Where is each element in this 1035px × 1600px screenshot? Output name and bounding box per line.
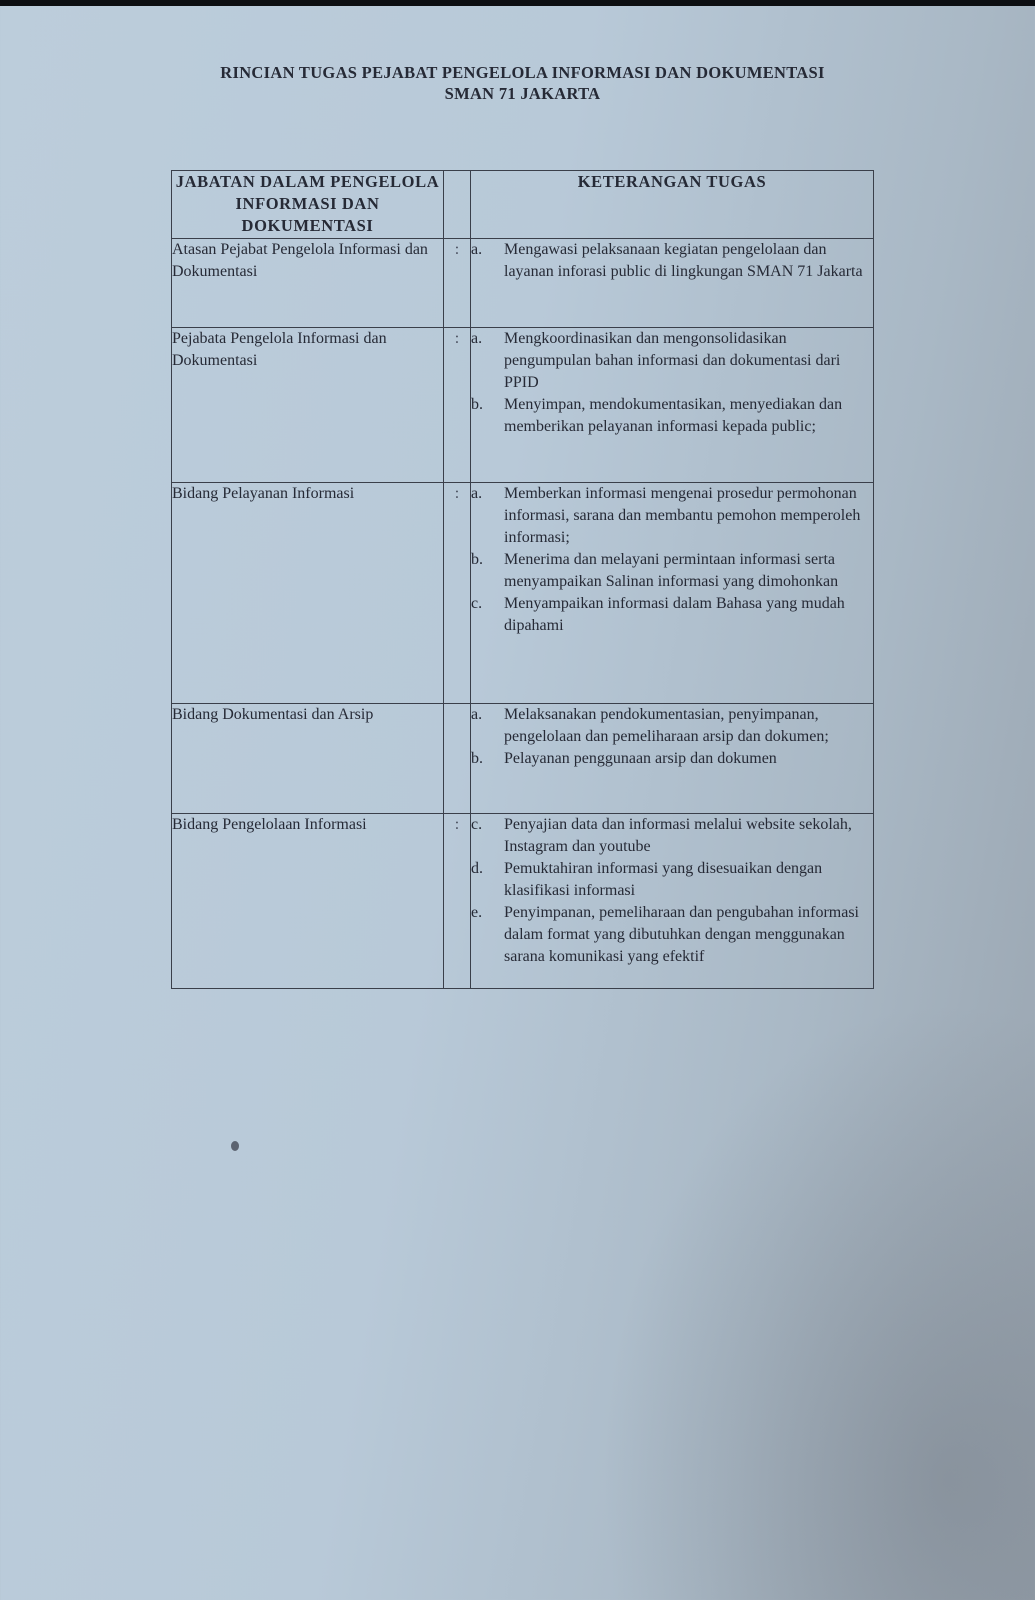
duty-marker: c. [471,816,483,833]
duty-text: Pelayanan penggunaan arsip dan dokumen [504,750,777,767]
separator-cell: : [444,483,471,704]
duty-text: Menerima dan melayani permintaan informasi serta menyampaikan Salinan informasi yang dimohonkan [504,551,839,590]
duties-cell [471,239,874,328]
duty-text: Menyampaikan informasi dalam Bahasa yang mudah dipahami [504,595,845,634]
duty-text: Melaksanakan pendokumentasian, penyimpanan, pengelolaan dan pemeliharaan arsip dan dokumen; [504,706,829,745]
photo-top-edge [0,0,1035,6]
title-line-1: RINCIAN TUGAS PEJABAT PENGELOLA INFORMASI DAN DOKUMENTASI [220,63,825,82]
separator-cell [444,704,471,814]
title-line-2: SMAN 71 JAKARTA [444,84,601,103]
table-row [172,483,874,704]
table-row [172,328,874,483]
position-cell: Bidang Dokumentasi dan Arsip [172,704,444,814]
duties-cell [471,328,874,483]
duty-marker: e. [471,904,483,921]
document-title [0,62,1035,104]
table-row [172,239,874,328]
duty-marker: a. [471,241,483,258]
photo-shadow [600,1000,1035,1600]
header-separator [444,171,471,239]
duty-item [471,394,873,438]
duty-marker: a. [471,330,483,347]
duty-item [471,239,873,283]
duty-item [471,858,873,902]
duty-marker: a. [471,485,483,502]
duty-text: Mengkoordinasikan dan mengonsolidasikan pengumpulan bahan informasi dan dokumentasi dari PPID [504,330,841,391]
duties-cell [471,704,874,814]
duty-text: Mengawasi pelaksanaan kegiatan pengelolaan dan layanan inforasi public di lingkungan SMAN 71 Jakarta [504,241,863,280]
duty-marker: b. [471,551,483,568]
duty-item [471,902,873,968]
duty-marker: d. [471,860,483,877]
table-row [172,704,874,814]
duty-text: Menyimpan, mendokumentasikan, menyediakan dan memberikan pelayanan informasi kepada public; [504,396,843,435]
duty-text: Penyajian data dan informasi melalui website sekolah, Instagram dan youtube [504,816,852,855]
duties-cell [471,814,874,989]
header-position: JABATAN DALAM PENGELOLA INFORMASI DAN DOKUMENTASI [172,171,444,239]
duty-item [471,593,873,637]
duty-item [471,328,873,394]
duty-marker: b. [471,750,483,767]
table-header-row [172,171,874,239]
separator-cell: : [444,239,471,328]
duty-marker: b. [471,396,483,413]
separator-cell: : [444,328,471,483]
header-duties: KETERANGAN TUGAS [471,171,874,239]
duty-item [471,814,873,858]
duty-text: Pemuktahiran informasi yang disesuaikan dengan klasifikasi informasi [504,860,823,899]
duties-cell [471,483,874,704]
position-cell: Atasan Pejabat Pengelola Informasi dan Dokumentasi [172,239,444,328]
duty-item [471,704,873,748]
position-cell: Bidang Pelayanan Informasi [172,483,444,704]
position-cell: Pejabata Pengelola Informasi dan Dokumentasi [172,328,444,483]
duty-item [471,748,873,770]
duties-table [171,170,874,989]
separator-cell: : [444,814,471,989]
position-cell: Bidang Pengelolaan Informasi [172,814,444,989]
duty-marker: a. [471,706,483,723]
duty-text: Memberkan informasi mengenai prosedur permohonan informasi, sarana dan membantu pemohon memperoleh informasi; [504,485,861,546]
table-row [172,814,874,989]
duty-item [471,549,873,593]
duty-text: Penyimpanan, pemeliharaan dan pengubahan informasi dalam format yang dibutuhkan dengan menggunakan sarana komunikasi yang efektif [504,904,859,965]
paper-speck [231,1141,239,1151]
duty-marker: c. [471,595,483,612]
duty-item [471,483,873,549]
